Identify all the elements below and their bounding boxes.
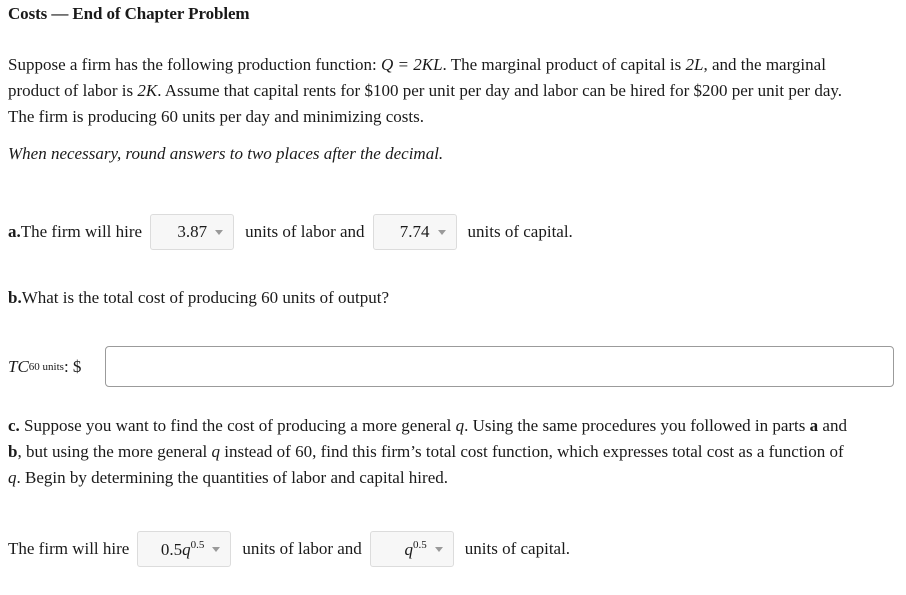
part-c-line-3: q. Begin by determining the quantities of labor and capital hired.	[8, 468, 448, 487]
labor-dropdown[interactable]	[150, 214, 234, 250]
part-a-row: a. The firm will hire 3.87 units of labor and 7.74 units of capital.	[8, 214, 573, 250]
part-a-label: a.	[8, 222, 21, 241]
intro-line-3: The firm is producing 60 units per day and minimizing costs.	[8, 107, 424, 126]
problem-intro	[8, 52, 898, 130]
chevron-down-icon	[438, 230, 446, 235]
tc-label: TC 60 units : $	[8, 357, 82, 376]
part-b-question: b. What is the total cost of producing 60 units of output?	[8, 288, 390, 307]
part-b-label: b.	[8, 288, 22, 307]
part-c-line-1: c. Suppose you want to find the cost of producing a more general q. Using the same procedures you followed in parts a and	[8, 416, 847, 435]
mpk-expression: 2L	[685, 55, 704, 74]
page-title: Costs — End of Chapter Problem	[8, 4, 250, 23]
part-c-text	[8, 413, 898, 491]
labor-dropdown-value: 3.87	[177, 222, 208, 241]
chevron-down-icon	[212, 547, 220, 552]
part-c-line-2: b, but using the more general q instead of 60, find this firm’s total cost function, which expresses total cost as a function of	[8, 442, 844, 461]
chevron-down-icon	[435, 547, 443, 552]
part-c-answer-row: The firm will hire $0.5q^{0.5}$ units of labor and $q^{0.5}$ units of capital.	[8, 531, 570, 567]
general-labor-dropdown[interactable]	[137, 531, 231, 567]
rounding-note: When necessary, round answers to two places after the decimal.	[8, 144, 444, 163]
total-cost-input[interactable]	[105, 346, 894, 387]
general-capital-dropdown[interactable]	[370, 531, 454, 567]
intro-line-2: product of labor is 2K. Assume that capital rents for $100 per unit per day and labor can be hired for $200 per unit per day.	[8, 81, 843, 100]
general-capital-value: $q^{0.5}$	[404, 538, 427, 559]
capital-dropdown[interactable]	[373, 214, 457, 250]
mpl-expression: 2K	[137, 81, 158, 100]
chevron-down-icon	[215, 230, 223, 235]
production-function: Q = 2KL	[381, 55, 443, 74]
capital-dropdown-value: 7.74	[399, 222, 430, 241]
intro-line-1: Suppose a firm has the following production function: Q = 2KL. The marginal product of capital is 2L, and the marginal	[8, 55, 826, 74]
general-labor-value: $0.5q^{0.5}$	[160, 538, 205, 559]
